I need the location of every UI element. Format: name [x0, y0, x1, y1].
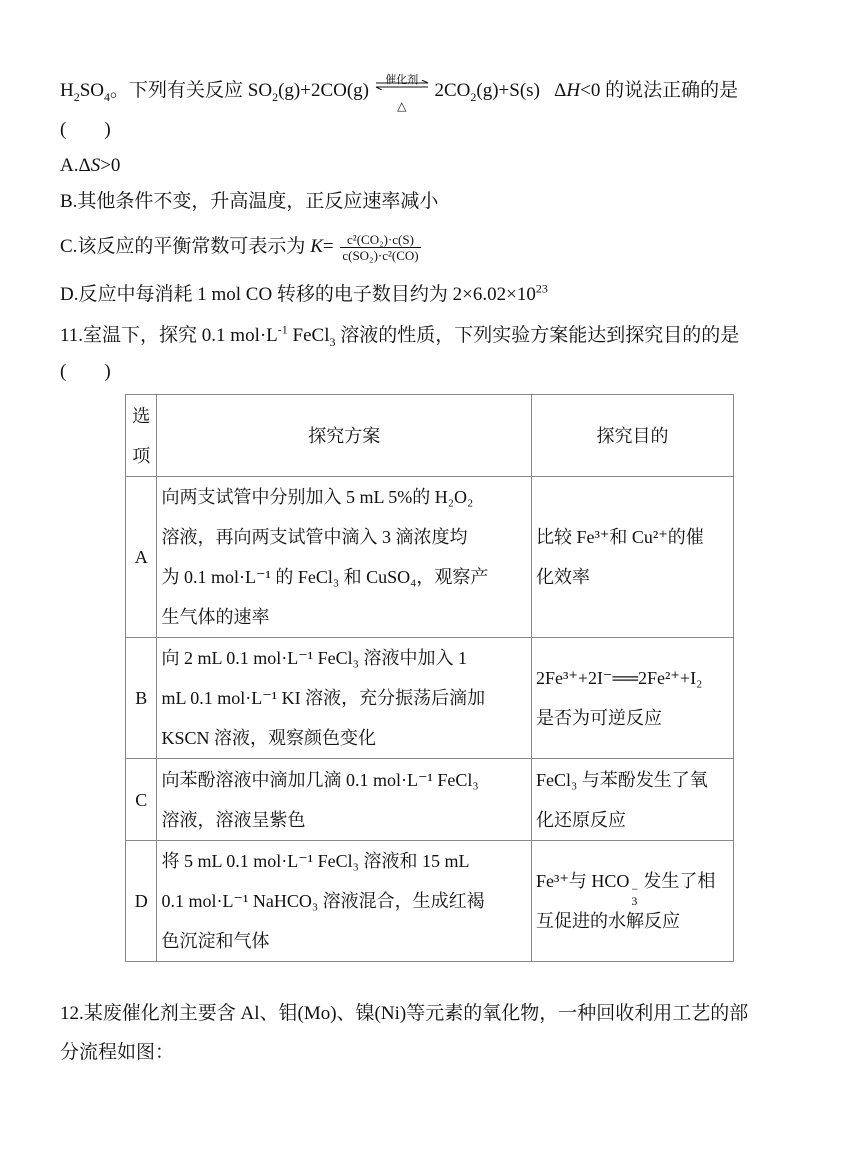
row-plan: 向苯酚溶液中滴加几滴 0.1 mol·L⁻¹ FeCl₃ 溶液，溶液呈紫色: [157, 759, 532, 841]
row-goal: 比较 Fe³⁺和 Cu²⁺的催 化效率: [531, 477, 733, 638]
header-option: 选 项: [126, 395, 157, 477]
q12-line-1: 12.某废催化剂主要含 Al、钼(Mo)、镍(Ni)等元素的氧化物，一种回收利用工艺的部: [60, 1003, 749, 1024]
table-row: [126, 638, 734, 759]
equilibrium-constant-fraction: $\frac{\text{c²(CO₂)·c(S)}}{\text{c(SO₂)·c²(CO)}}$: [342, 232, 419, 263]
row-goal: FeCl₃ 与苯酚发生了氧 化还原反应: [531, 759, 733, 841]
table-row: [126, 759, 734, 841]
row-option: B: [126, 638, 157, 759]
q10-option-b: B.其他条件不变，升高温度，正反应速率减小: [60, 191, 439, 212]
q10-option-c: C.该反应的平衡常数可表示为 K= $\frac{\text{c²(CO₂)·c(S)}}{\text{c(SO₂)·c²(CO)}}$: [60, 232, 419, 263]
row-plan: 向两支试管中分别加入 5 mL 5%的 H₂O₂ 溶液，再向两支试管中滴入 3 滴浓度均 为 0.1 mol·L⁻¹ 的 FeCl₃ 和 CuSO₄，观察产 生气体的速率: [157, 477, 532, 638]
catalyst-label: 催化剂: [385, 73, 419, 86]
heat-label: △: [397, 98, 407, 113]
row-option: A: [126, 477, 157, 638]
q11-stem: 11.室温下，探究 0.1 $mol\cdot L^{-1}$ FeCl$_3$ 溶液的性质，下列实验方案能达到探究目的的是: [60, 322, 740, 349]
row-goal: Fe³⁺与 HCO − 3 发生了相 互促进的水解反应: [531, 841, 733, 962]
q10-stem: $H_2SO_4$。下列有关反应 $SO_2(g)+2CO(g)$ 催化剂 △ $2CO_2(g)+S(s)$ ΔH<0 的说法正确的是: [60, 77, 738, 106]
bicarbonate-charge: − 3: [631, 881, 639, 908]
equilibrium-arrow-icon: [374, 80, 430, 90]
row-option: D: [126, 841, 157, 962]
header-goal: 探究目的: [531, 395, 733, 477]
row-plan: 将 5 mL 0.1 mol·L⁻¹ FeCl₃ 溶液和 15 mL 0.1 mol·L⁻¹ NaHCO₃ 溶液混合，生成红褐 色沉淀和气体: [157, 841, 532, 962]
q11-paren: ( ): [60, 361, 111, 382]
header-plan: 探究方案: [157, 395, 532, 477]
q12-line-2: 分流程如图：: [60, 1042, 175, 1063]
q10-paren: ( ): [60, 119, 111, 140]
equilibrium-arrow: [374, 73, 430, 113]
row-goal: 2Fe³⁺+2I⁻══2Fe²⁺+I₂ 是否为可逆反应: [531, 638, 733, 759]
experiment-table: [125, 394, 734, 962]
q10-option-d: D.反应中每消耗 1 mol CO 转移的电子数目约为 $2\times 6.02\times 10^{23}$: [60, 281, 548, 305]
table-row: [126, 477, 734, 638]
q10-option-a: A.ΔS>0: [60, 155, 121, 176]
table-header-row: [126, 395, 734, 477]
row-plan: 向 2 mL 0.1 mol·L⁻¹ FeCl₃ 溶液中加入 1 mL 0.1 mol·L⁻¹ KI 溶液，充分振荡后滴加 KSCN 溶液，观察颜色变化: [157, 638, 532, 759]
row-option: C: [126, 759, 157, 841]
table-row: [126, 841, 734, 962]
